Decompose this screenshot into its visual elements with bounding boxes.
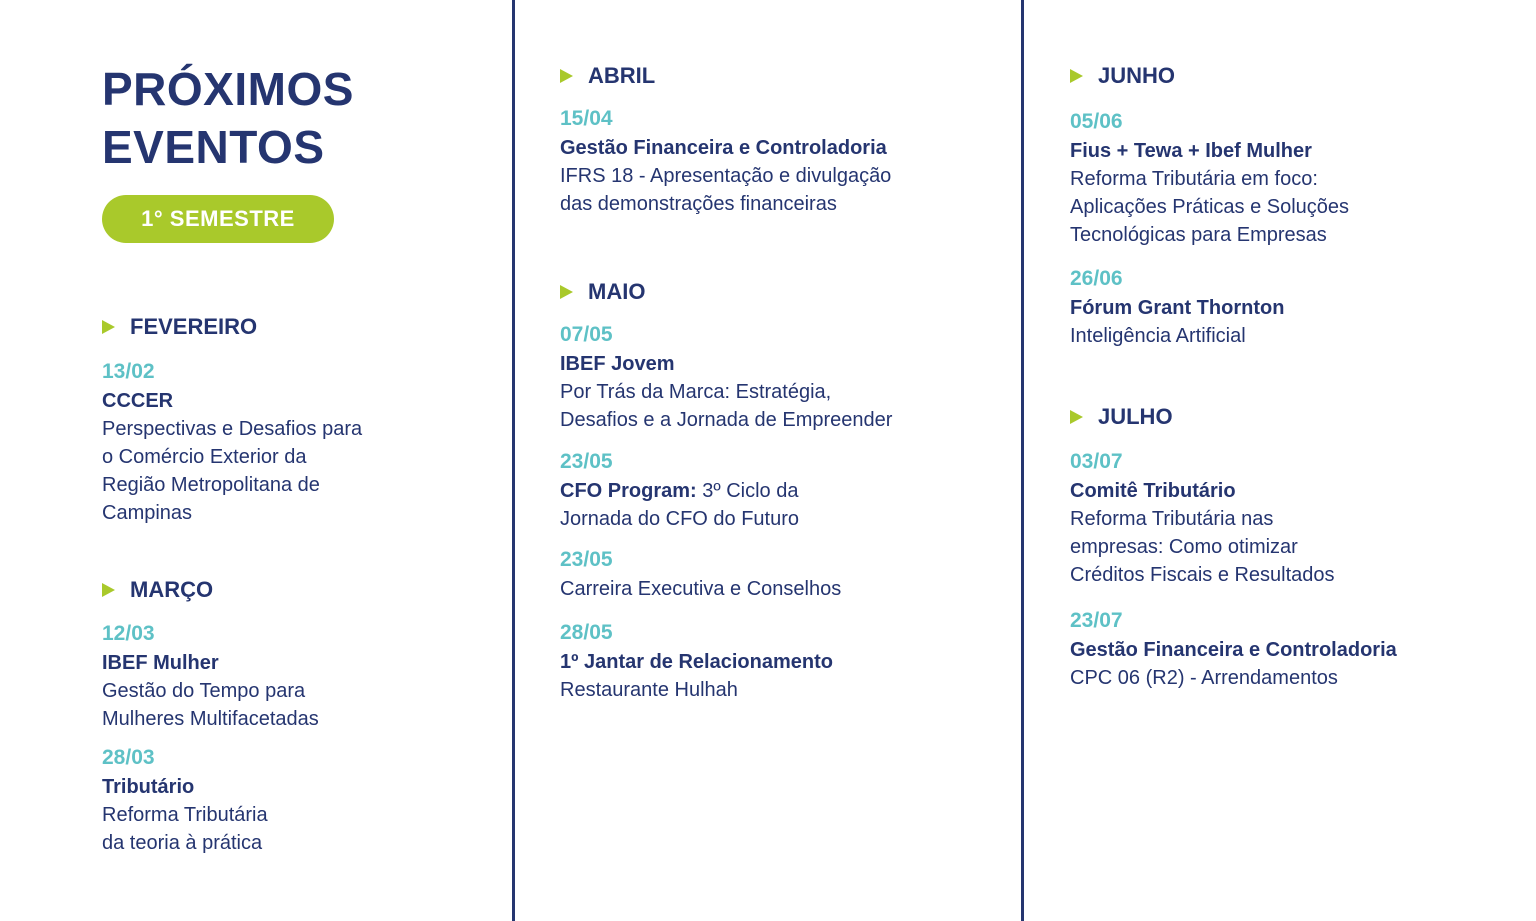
triangle-bullet-icon	[102, 583, 115, 597]
event-date: 03/07	[1070, 450, 1123, 473]
event-name: 1º Jantar de Relacionamento	[560, 651, 833, 673]
event-name: Gestão Financeira e Controladoria	[1070, 639, 1397, 661]
page-title-line: PRÓXIMOS	[102, 63, 354, 115]
event-description: IFRS 18 - Apresentação e divulgação das demonstrações financeiras	[560, 165, 892, 215]
event-item	[1070, 448, 1510, 589]
event-name: IBEF Mulher	[102, 652, 219, 674]
event-item	[560, 619, 990, 704]
triangle-bullet-icon	[102, 320, 115, 334]
month-heading-abril	[560, 62, 655, 90]
event-description: Reforma Tributária da teoria à prática	[102, 804, 268, 854]
event-name: IBEF Jovem	[560, 353, 675, 375]
month-label: FEVEREIRO	[130, 314, 258, 339]
event-description: Por Trás da Marca: Estratégia, Desafios e a Jornada de Empreender	[560, 381, 893, 431]
event-description: CPC 06 (R2) - Arrendamentos	[1070, 667, 1338, 689]
month-label: JUNHO	[1098, 63, 1176, 88]
event-item	[560, 105, 990, 218]
triangle-bullet-icon	[1070, 410, 1083, 424]
event-name: Comitê Tributário	[1070, 480, 1236, 502]
month-label: MAIO	[588, 279, 646, 304]
event-item	[560, 321, 1000, 434]
month-heading-marco	[102, 576, 213, 604]
event-date: 15/04	[560, 107, 613, 130]
triangle-bullet-icon	[560, 69, 573, 83]
event-name: Fius + Tewa + Ibef Mulher	[1070, 140, 1312, 162]
event-date: 28/05	[560, 621, 613, 644]
event-item	[102, 358, 482, 527]
event-description-inline: 3º Ciclo da	[696, 480, 799, 502]
event-date: 26/06	[1070, 267, 1123, 290]
event-description: Jornada do CFO do Futuro	[560, 508, 800, 530]
event-name: Gestão Financeira e Controladoria	[560, 137, 887, 159]
event-description: Reforma Tributária em foco: Aplicações Práticas e Soluções Tecnológicas para Empresas	[1070, 168, 1350, 246]
event-date: 23/05	[560, 548, 613, 571]
page-title	[102, 60, 354, 176]
event-item	[102, 620, 482, 733]
month-label: ABRIL	[588, 63, 656, 88]
month-heading-maio	[560, 278, 645, 306]
event-name: Tributário	[102, 776, 195, 798]
event-description: Gestão do Tempo para Mulheres Multifacetadas	[102, 680, 319, 730]
event-date: 12/03	[102, 622, 155, 645]
event-name: Fórum Grant Thornton	[1070, 297, 1285, 319]
triangle-bullet-icon	[1070, 69, 1083, 83]
event-item	[1070, 265, 1510, 350]
triangle-bullet-icon	[560, 285, 573, 299]
page-title-line: EVENTOS	[102, 121, 325, 173]
event-description: Reforma Tributária nas empresas: Como otimizar Créditos Fiscais e Resultados	[1070, 508, 1335, 586]
event-description: Inteligência Artificial	[1070, 325, 1246, 347]
month-heading-fevereiro	[102, 313, 257, 341]
semester-badge: 1° SEMESTRE	[102, 195, 334, 243]
event-date: 23/05	[560, 450, 613, 473]
event-date: 28/03	[102, 746, 155, 769]
month-label: MARÇO	[130, 577, 214, 602]
event-description: Carreira Executiva e Conselhos	[560, 578, 842, 600]
event-item	[102, 744, 482, 857]
event-item	[560, 546, 990, 603]
event-date: 23/07	[1070, 609, 1123, 632]
event-date: 07/05	[560, 323, 613, 346]
month-heading-julho	[1070, 403, 1173, 431]
column-divider	[512, 0, 515, 921]
event-name: CCCER	[102, 390, 174, 412]
event-date: 13/02	[102, 360, 155, 383]
month-label: JULHO	[1098, 404, 1173, 429]
column-divider	[1021, 0, 1024, 921]
event-name: CFO Program:	[560, 480, 697, 502]
event-description: Perspectivas e Desafios para o Comércio Exterior da Região Metropolitana de Campinas	[102, 418, 363, 524]
event-item	[560, 448, 990, 533]
event-date: 05/06	[1070, 110, 1123, 133]
event-item	[1070, 607, 1510, 692]
event-item	[1070, 108, 1510, 249]
month-heading-junho	[1070, 62, 1175, 90]
event-description: Restaurante Hulhah	[560, 679, 738, 701]
